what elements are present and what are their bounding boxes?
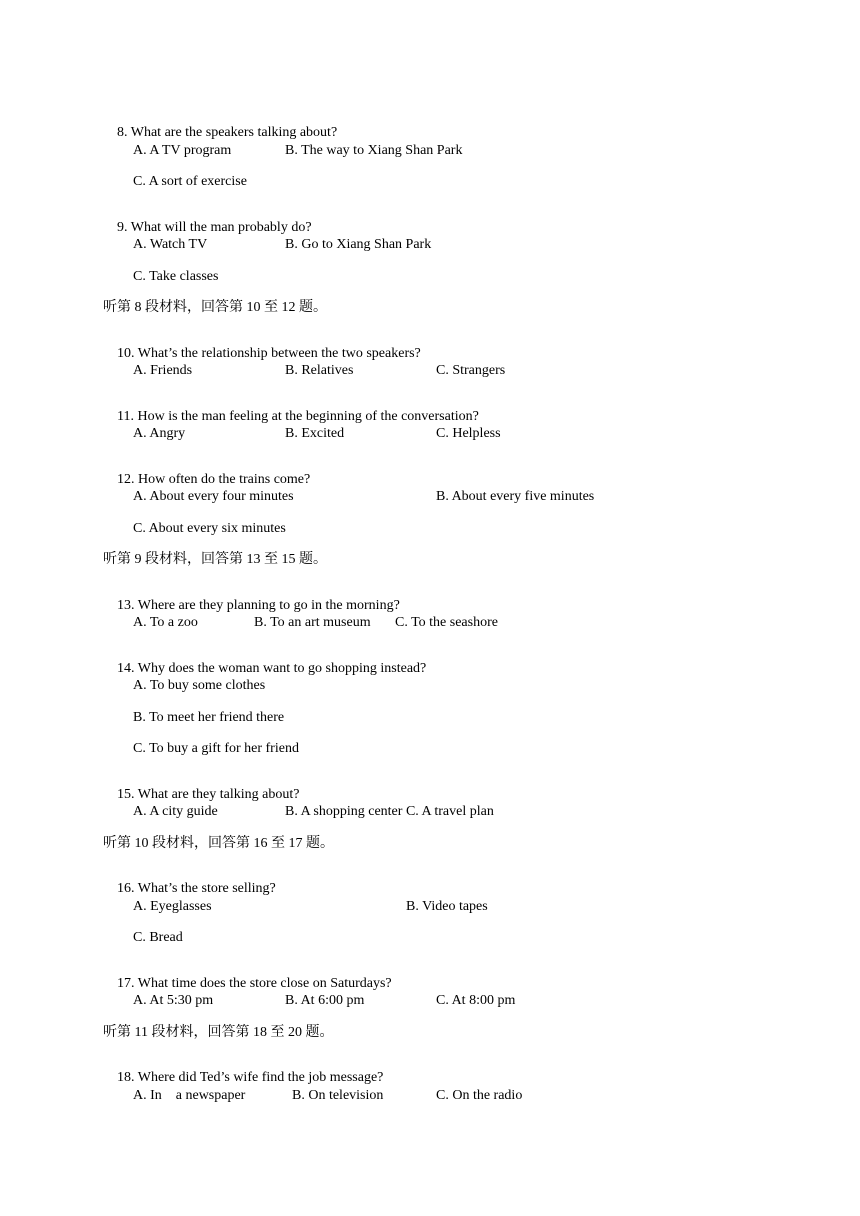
question-text: How is the man feeling at the beginning of the conversation?: [137, 409, 479, 424]
question-text: What are they talking about?: [137, 787, 300, 802]
question-text: Why does the woman want to go shopping instead?: [137, 661, 427, 676]
question-text: Where are they planning to go in the morning?: [137, 598, 400, 613]
option-15b-and-c: [285, 805, 494, 819]
question-number: 17.: [117, 976, 135, 991]
option-16c: C. Bread: [133, 930, 183, 945]
option-15a: A. A city guide: [133, 804, 218, 819]
option-17c: C. At 8:00 pm: [436, 993, 516, 1008]
question-text: Where did Ted’s wife find the job message?: [137, 1070, 384, 1085]
option-18c: C. On the radio: [436, 1088, 523, 1103]
option-11c: C. Helpless: [436, 426, 501, 441]
option-10c: C. Strangers: [436, 363, 506, 378]
option-15b: B. A shopping center: [285, 804, 403, 819]
question-text: What’s the relationship between the two speakers?: [137, 346, 421, 361]
option-16a: A. Eyeglasses: [133, 899, 212, 914]
option-11b: B. Excited: [285, 426, 345, 441]
question-text: How often do the trains come?: [138, 472, 311, 487]
question-number: 14.: [117, 661, 135, 676]
option-17a: A. At 5:30 pm: [133, 993, 214, 1008]
option-14b: B. To meet her friend there: [133, 710, 285, 725]
option-12a: A. About every four minutes: [133, 489, 294, 504]
question-text: What will the man probably do?: [130, 220, 312, 235]
question-number: 18.: [117, 1070, 135, 1085]
option-13c: C. To the seashore: [395, 615, 498, 630]
option-17b: B. At 6:00 pm: [285, 993, 365, 1008]
option-8b: B. The way to Xiang Shan Park: [285, 143, 463, 158]
question-number: 12.: [117, 472, 135, 487]
question-text: What are the speakers talking about?: [130, 125, 338, 140]
option-18a: A. In a newspaper: [133, 1088, 246, 1103]
question-number: 13.: [117, 598, 135, 613]
question-text: What time does the store close on Saturdays?: [137, 976, 392, 991]
option-14a: A. To buy some clothes: [133, 678, 266, 693]
option-13b: B. To an art museum: [254, 615, 371, 630]
question-number: 10.: [117, 346, 135, 361]
section-heading-11: 听第 11 段材料，回答第 18 至 20 题。: [103, 1025, 334, 1040]
question-number: 15.: [117, 787, 135, 802]
question-number: 9.: [117, 220, 128, 235]
section-heading-9: 听第 9 段材料，回答第 13 至 15 题。: [103, 552, 327, 567]
question-number: 8.: [117, 125, 128, 140]
option-13a: A. To a zoo: [133, 615, 198, 630]
option-18b: B. On television: [292, 1088, 384, 1103]
option-10a: A. Friends: [133, 363, 193, 378]
option-14c: C. To buy a gift for her friend: [133, 741, 299, 756]
question-text: What’s the store selling?: [137, 881, 276, 896]
option-16b: B. Video tapes: [406, 899, 488, 914]
option-10b: B. Relatives: [285, 363, 354, 378]
option-12c: C. About every six minutes: [133, 521, 286, 536]
section-heading-8: 听第 8 段材料，回答第 10 至 12 题。: [103, 300, 327, 315]
option-9b: B. Go to Xiang Shan Park: [285, 237, 432, 252]
option-9a: A. Watch TV: [133, 237, 208, 252]
section-heading-10: 听第 10 段材料，回答第 16 至 17 题。: [103, 836, 334, 851]
option-9c: C. Take classes: [133, 269, 219, 284]
option-8c: C. A sort of exercise: [133, 174, 247, 189]
option-12b: B. About every five minutes: [436, 489, 595, 504]
question-number: 11.: [117, 409, 134, 424]
question-number: 16.: [117, 881, 135, 896]
option-15c: C. A travel plan: [405, 804, 494, 819]
option-11a: A. Angry: [133, 426, 186, 441]
option-8a: A. A TV program: [133, 143, 232, 158]
